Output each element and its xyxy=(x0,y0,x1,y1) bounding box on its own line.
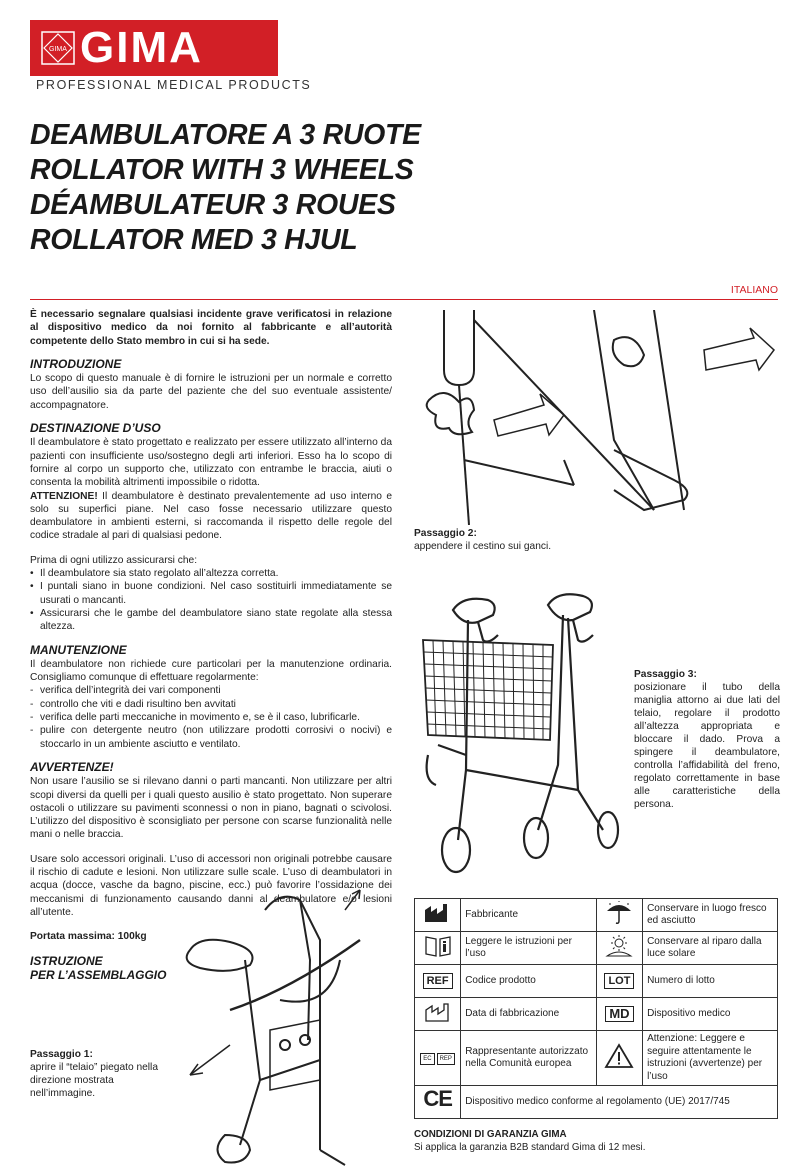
check-list xyxy=(30,567,392,633)
warranty-title: CONDIZIONI DI GARANZIA GIMA xyxy=(414,1129,567,1140)
list-item: • Il deambulatore sia stato regolato all’altezza corretta. xyxy=(30,568,279,580)
step1-caption xyxy=(30,1048,170,1100)
warning-label: ATTENZIONE! xyxy=(30,490,98,502)
list-item: - controllo che viti e dadi risultino ben avvitati xyxy=(30,698,236,710)
symbol-label: Data di fabbricazione xyxy=(461,998,597,1031)
md-icon: MD xyxy=(605,1006,633,1022)
warning-icon xyxy=(604,1043,634,1069)
step3-text: posizionare il tubo della maniglia attorno ai due lati del telaio, regolare il prodotto all’altezza appropriata e bloccare il dado. Prova a spingere il deambulatore, controlla l’affidabilità del freno, regolato correttamente in base alle caratteristiche della persona. xyxy=(634,682,780,810)
warranty xyxy=(414,1128,645,1154)
list-item: - verifica delle parti meccaniche in movimento e, se è il caso, lubrificarle. xyxy=(30,712,360,724)
gima-emblem-icon xyxy=(40,30,76,66)
symbol-label: Dispositivo medico conforme al regolamento (UE) 2017/745 xyxy=(461,1086,778,1119)
step1-text: aprire il “telaio” piegato nella direzione mostrata nell’immagine. xyxy=(30,1062,158,1099)
language-label: ITALIANO xyxy=(730,284,778,296)
symbol-label: Conservare al riparo dalla luce solare xyxy=(643,932,778,965)
ec-code: EC xyxy=(420,1053,434,1065)
destinazione-text: Il deambulatore è stato progettato e realizzato per essere utilizzato all’interno da pazienti con insufficiente uso/sostegno degli arti inferiori. Esso ha lo scopo di fornire al corpo un supporto che, utilizzato con entrambe le braccia, aiuti o consenta la mobilità altrimenti impossibile o ridotta. xyxy=(30,437,392,489)
manufacture-date-icon xyxy=(423,1000,453,1024)
list-item: • I puntali siano in buone condizioni. Nel caso sostituirli immediatamente se usurati o mancanti. xyxy=(30,581,392,606)
symbols-table xyxy=(414,898,778,1119)
step2-caption xyxy=(414,527,694,553)
table-row xyxy=(415,965,778,998)
warranty-text: Si applica la garanzia B2B standard Gima di 12 mesi. xyxy=(414,1142,646,1153)
symbol-label: Fabbricante xyxy=(461,899,597,932)
emblem-text: GIMA xyxy=(49,46,67,53)
avvertenze-text-1: Non usare l’ausilio se si rilevano danni o parti mancanti. Non utilizzare per altri scopi diversi da quelli per i quali questo ausilio è stato progettato. Non superare ostacoli o utilizzare su pavimenti sconnessi o non in piano, bagnati o scivolosi. L’utilizzo del dispositivo è sconsigliato per persone con scarse funzionalità nelle mani o nelle braccia. xyxy=(30,776,392,841)
step2-text: appendere il cestino sui ganci. xyxy=(414,541,552,552)
symbol-label: Leggere le istruzioni per l’uso xyxy=(461,932,597,965)
ec-rep-icon xyxy=(415,1031,461,1086)
symbol-label: Attenzione: Leggere e seguire attentamente le istruzioni (avvertenze) per l’uso xyxy=(643,1031,778,1086)
section-title-avvertenze: AVVERTENZE! xyxy=(30,759,114,774)
maintenance-list xyxy=(30,684,392,750)
symbol-label: Conservare in luogo fresco ed asciutto xyxy=(643,899,778,932)
introduzione-text: Lo scopo di questo manuale è di fornire le istruzioni per un normale e corretto uso dell’ausilio sia da parte del paziente che del suo eventuale assistente/ accompagnatore. xyxy=(30,373,392,411)
step3-label: Passaggio 3: xyxy=(634,669,697,680)
symbol-label: Rappresentante autorizzato nella Comunità europea xyxy=(461,1031,597,1086)
destinazione-warning xyxy=(30,490,392,543)
manutenzione-text: Il deambulatore non richiede cure particolari per la manutenzione ordinaria. Consigliamo comunque di effettuare regolarmente: xyxy=(30,658,392,684)
incident-notice: È necessario segnalare qualsiasi incidente grave verificatosi in relazione al dispositivo medico da noi fornito al fabbricante e all’autorità competente dello Stato membro in cui si ha sede. xyxy=(30,309,392,347)
rep-code: REP xyxy=(437,1053,455,1065)
symbol-label: Codice prodotto xyxy=(461,965,597,998)
brand-name: GIMA xyxy=(80,23,203,72)
section-title-introduzione: INTRODUZIONE xyxy=(30,356,122,371)
brand-tagline: PROFESSIONAL MEDICAL PRODUCTS xyxy=(36,78,312,92)
instructions-icon xyxy=(423,934,453,958)
symbol-label: Numero di lotto xyxy=(643,965,778,998)
title-fr: DÉAMBULATEUR 3 ROUES xyxy=(30,189,396,221)
ce-mark-icon: CE xyxy=(423,1086,452,1112)
table-row xyxy=(415,998,778,1031)
manufacturer-icon xyxy=(423,902,453,924)
table-row xyxy=(415,899,778,932)
table-row xyxy=(415,1086,778,1119)
title-en: ROLLATOR WITH 3 WHEELS xyxy=(30,154,414,186)
table-row xyxy=(415,1031,778,1086)
step2-illustration xyxy=(414,310,784,525)
title-it: DEAMBULATORE A 3 RUOTE xyxy=(30,119,421,151)
section-title-destinazione: DESTINAZIONE D’USO xyxy=(30,421,161,436)
header-divider xyxy=(30,299,778,300)
warning-text: Il deambulatore è destinato prevalentemente ad uso interno e solo su superfici piane. Nel caso fosse necessario utilizzare questo deambulatore in ambienti esterni, si raccomanda il rispetto delle regole del codice stradale al pari di qualsiasi pedone. xyxy=(30,490,392,542)
avvertenze-text-2: Usare solo accessori originali. L’uso di accessori non originali potrebbe causare il rischio di cadute e lesioni. Non utilizzare sulle scale. L’uso di deambulatori in acqua (docce, vasche da bagno, piscine, ecc.) può favorire l’ossidazione dei meccanismi di funzionamento causando danni al deambulatore e/o lesioni all’utente. xyxy=(30,853,392,918)
section-title-manutenzione: MANUTENZIONE xyxy=(30,642,127,657)
step1-illustration xyxy=(170,880,400,1168)
step2-label: Passaggio 2: xyxy=(414,528,477,539)
step3-caption xyxy=(634,668,780,811)
keep-dry-icon xyxy=(604,901,634,925)
max-load: Portata massima: 100kg xyxy=(30,931,147,943)
step1-label: Passaggio 1: xyxy=(30,1049,93,1060)
list-item: - verifica dell’integrità dei vari componenti xyxy=(30,685,221,697)
document-titles xyxy=(30,118,770,258)
step3-illustration xyxy=(418,590,630,875)
check-intro: Prima di ogni utilizzo assicurarsi che: xyxy=(30,554,198,566)
table-row xyxy=(415,932,778,965)
list-item: • Assicurarsi che le gambe del deambulatore siano state regolate alla stessa altezza. xyxy=(30,607,392,633)
lot-icon: LOT xyxy=(604,973,634,989)
section-title-assemblaggio: ISTRUZIONE PER L’ASSEMBLAGGIO xyxy=(30,954,167,982)
title-sv: ROLLATOR MED 3 HJUL xyxy=(30,224,358,256)
keep-from-sunlight-icon xyxy=(604,934,634,958)
symbol-label: Dispositivo medico xyxy=(643,998,778,1031)
list-item: - pulire con detergente neutro (non utilizzare prodotti corrosivi o nocivi) e stoccarlo in un ambiente asciutto e ventilato. xyxy=(30,725,392,750)
ref-icon: REF xyxy=(423,973,453,989)
